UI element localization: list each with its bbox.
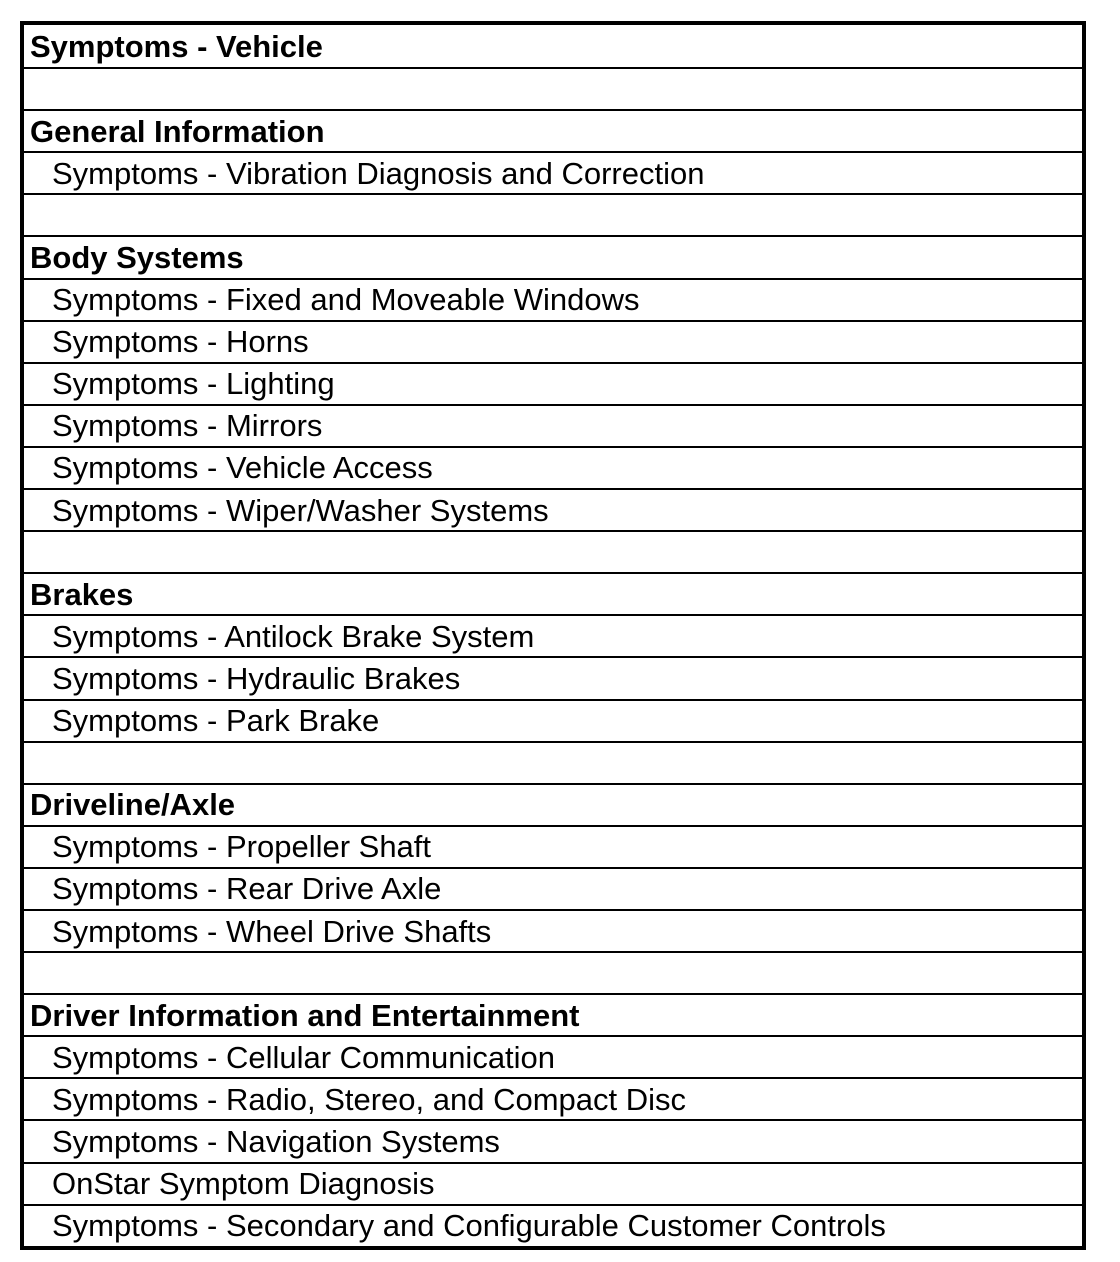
section-header-row [24, 993, 1082, 1035]
symptom-item-label: Symptoms - Vibration Diagnosis and Correction [52, 155, 705, 191]
section-header-row [24, 235, 1082, 277]
symptom-item-label: Symptoms - Mirrors [52, 408, 323, 444]
symptom-item-label: Symptoms - Radio, Stereo, and Compact Disc [52, 1081, 687, 1117]
symptom-item-row [24, 151, 1082, 193]
symptom-item-row [24, 446, 1082, 488]
symptom-item-label: Symptoms - Wiper/Washer Systems [52, 492, 549, 528]
symptom-item-row [24, 1119, 1082, 1161]
symptom-item-row [24, 362, 1082, 404]
symptom-item-label: Symptoms - Rear Drive Axle [52, 871, 442, 907]
symptom-item-label: Symptoms - Wheel Drive Shafts [52, 913, 492, 949]
section-header-row [24, 25, 1082, 67]
blank-row [24, 951, 1082, 993]
section-title: Symptoms - Vehicle [30, 28, 323, 64]
symptom-item-label: Symptoms - Fixed and Moveable Windows [52, 282, 640, 318]
symptom-item-row [24, 867, 1082, 909]
symptom-item-label: Symptoms - Propeller Shaft [52, 829, 432, 865]
blank-row [24, 67, 1082, 109]
symptom-item-row [24, 278, 1082, 320]
section-header-row [24, 572, 1082, 614]
section-title: Brakes [30, 576, 134, 612]
symptom-item-row [24, 656, 1082, 698]
symptom-item-label: Symptoms - Park Brake [52, 703, 380, 739]
symptom-item-row [24, 825, 1082, 867]
section-title: Body Systems [30, 240, 244, 276]
symptom-item-label: Symptoms - Antilock Brake System [52, 618, 535, 654]
symptom-item-label: Symptoms - Hydraulic Brakes [52, 660, 461, 696]
symptom-item-label: Symptoms - Secondary and Configurable Customer Controls [52, 1208, 886, 1244]
symptom-item-row [24, 1204, 1082, 1246]
symptom-item-label: Symptoms - Cellular Communication [52, 1039, 556, 1075]
symptom-item-row [24, 909, 1082, 951]
symptom-item-row [24, 404, 1082, 446]
section-title: General Information [30, 113, 325, 149]
symptom-item-row [24, 1077, 1082, 1119]
symptom-item-row [24, 1035, 1082, 1077]
symptom-item-row [24, 614, 1082, 656]
symptom-item-label: Symptoms - Lighting [52, 366, 335, 402]
symptom-item-label: OnStar Symptom Diagnosis [52, 1166, 435, 1202]
symptom-item-row [24, 320, 1082, 362]
symptom-item-row [24, 1162, 1082, 1204]
symptoms-index-table [20, 21, 1086, 1250]
symptom-item-label: Symptoms - Vehicle Access [52, 450, 433, 486]
section-header-row [24, 109, 1082, 151]
symptom-item-label: Symptoms - Navigation Systems [52, 1123, 500, 1159]
section-title: Driveline/Axle [30, 787, 236, 823]
blank-row [24, 193, 1082, 235]
section-header-row [24, 783, 1082, 825]
symptom-item-row [24, 488, 1082, 530]
section-title: Driver Information and Entertainment [30, 997, 580, 1033]
symptom-item-row [24, 699, 1082, 741]
blank-row [24, 530, 1082, 572]
symptom-item-label: Symptoms - Horns [52, 324, 309, 360]
blank-row [24, 741, 1082, 783]
